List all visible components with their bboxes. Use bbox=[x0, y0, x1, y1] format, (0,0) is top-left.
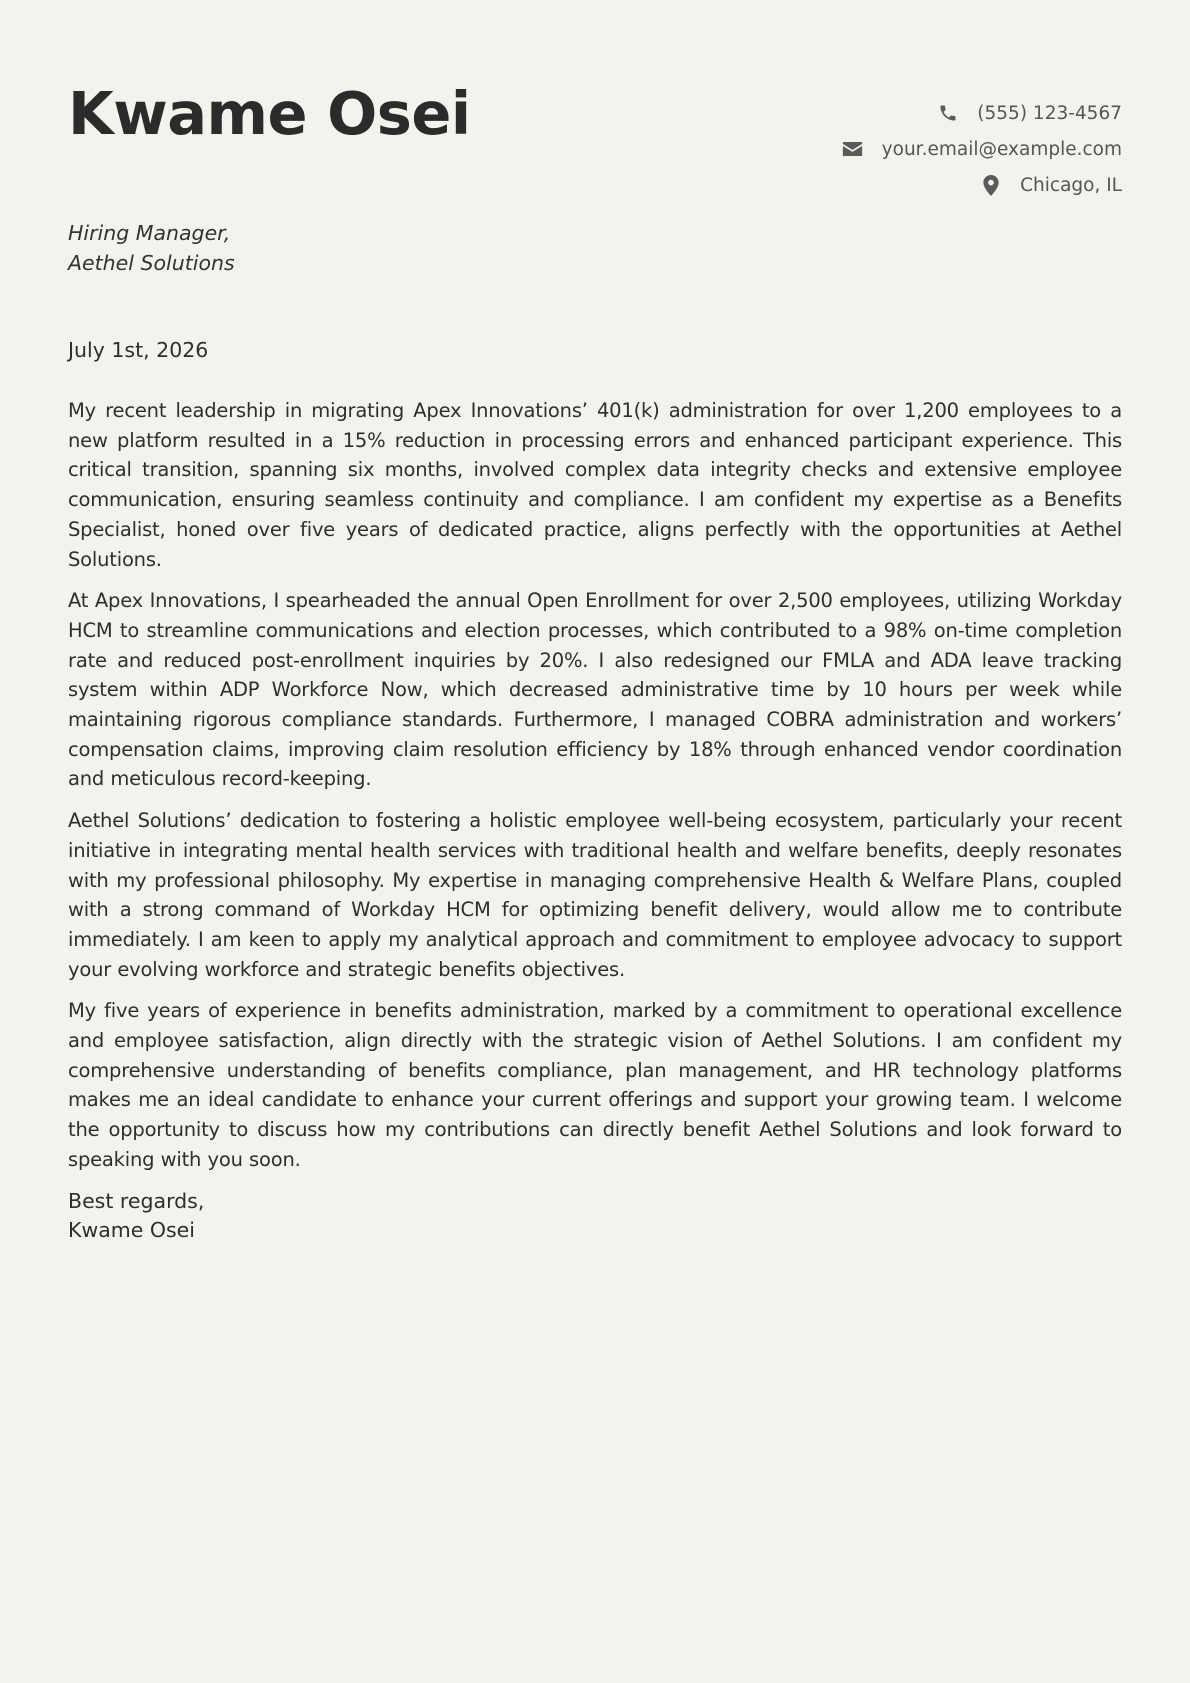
letter-header bbox=[68, 0, 1122, 210]
applicant-name: Kwame Osei bbox=[68, 79, 471, 148]
email-address: your.email@example.com bbox=[881, 138, 1122, 160]
location: Chicago, IL bbox=[1020, 174, 1122, 196]
closing-salutation: Best regards, bbox=[68, 1188, 205, 1213]
envelope-icon bbox=[842, 138, 864, 160]
body-paragraph: At Apex Innovations, I spearheaded the annual Open Enrollment for over 2,500 employees, utilizing Workday HCM to streamline communications and election processes, which contributed to a 98% on-time completion rate and reduced post-enrollment inquiries by 20%. I also redesigned our FMLA and ADA leave tracking system within ADP Workforce Now, which decreased administrative time by 10 hours per week while maintaining rigorous compliance standards. Furthermore, I managed COBRA administration and workers’ compensation claims, improving claim resolution efficiency by 18% through enhanced vendor coordination and meticulous record-keeping. bbox=[68, 589, 1122, 791]
map-pin-icon bbox=[980, 174, 1002, 196]
closing-block bbox=[68, 1187, 1122, 1246]
contact-phone bbox=[842, 95, 1122, 131]
signature-name: Kwame Osei bbox=[68, 1218, 195, 1243]
phone-icon bbox=[937, 102, 959, 124]
letter-body bbox=[68, 396, 1122, 1246]
contact-location bbox=[842, 167, 1122, 203]
cover-letter-page bbox=[68, 0, 1122, 1683]
recipient-company: Aethel Solutions bbox=[68, 251, 235, 275]
body-paragraph: Aethel Solutions’ dedication to fostering a holistic employee well-being ecosystem, particularly your recent initiative in integrating mental health services with traditional health and welfare benefits, deeply resonates with my professional philosophy. My expertise in managing comprehensive Health & Welfare Plans, coupled with a strong command of Workday HCM for optimizing benefit delivery, would allow me to contribute immediately. I am keen to apply my analytical approach and commitment to employee advocacy to support your evolving workforce and strategic benefits objectives. bbox=[68, 809, 1122, 981]
contact-info bbox=[842, 95, 1122, 203]
letter-date: July 1st, 2026 bbox=[68, 338, 209, 362]
phone-number: (555) 123-4567 bbox=[977, 102, 1122, 124]
body-paragraph: My recent leadership in migrating Apex Innovations’ 401(k) administration for over 1,200 employees to a new platform resulted in a 15% reduction in processing errors and enhanced participant experience. This critical transition, spanning six months, involved complex data integrity checks and extensive employee communication, ensuring seamless continuity and compliance. I am confident my expertise as a Benefits Specialist, honed over five years of dedicated practice, aligns perfectly with the opportunities at Aethel Solutions. bbox=[68, 399, 1122, 571]
contact-email bbox=[842, 131, 1122, 167]
recipient-title: Hiring Manager, bbox=[68, 221, 231, 245]
recipient-block bbox=[68, 218, 235, 278]
body-paragraph: My five years of experience in benefits administration, marked by a commitment to operational excellence and employee satisfaction, align directly with the strategic vision of Aethel Solutions. I am confident my comprehensive understanding of benefits compliance, plan management, and HR technology platforms makes me an ideal candidate to enhance your current offerings and support your growing team. I welcome the opportunity to discuss how my contributions can directly benefit Aethel Solutions and look forward to speaking with you soon. bbox=[68, 999, 1122, 1171]
